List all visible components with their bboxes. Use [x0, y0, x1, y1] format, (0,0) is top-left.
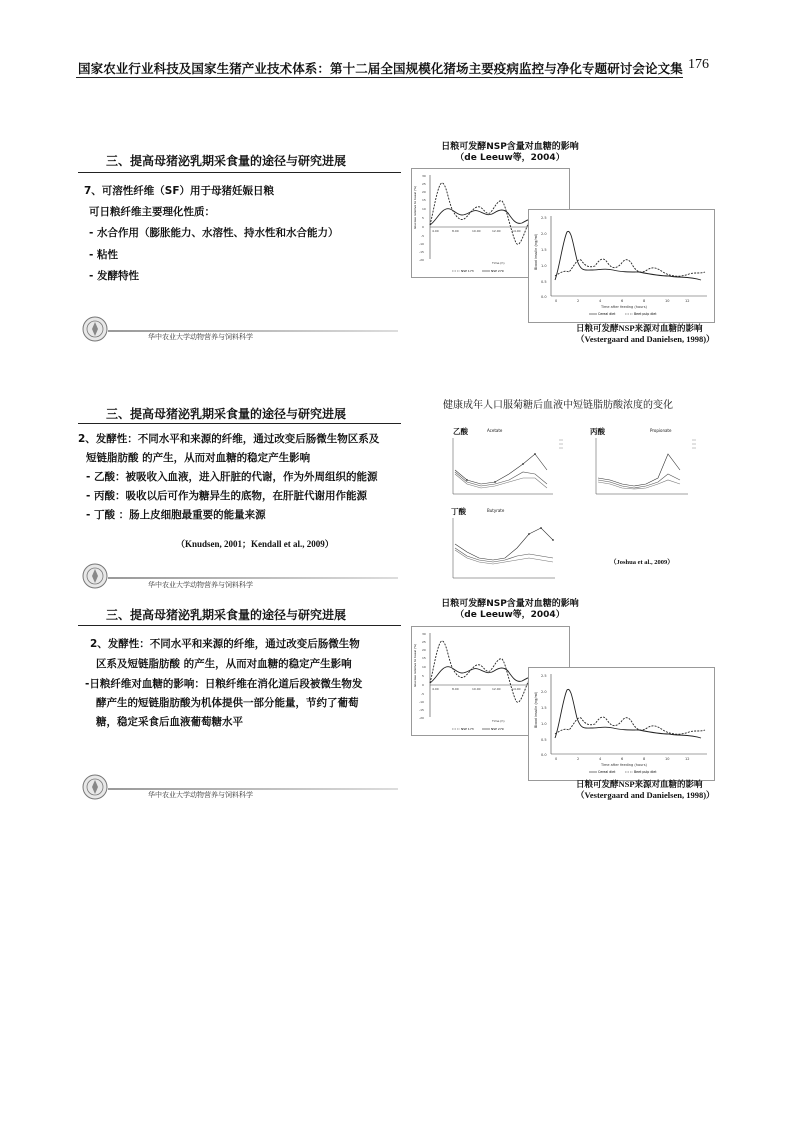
fig2-butyrate-series	[455, 528, 553, 560]
fig2-panel-label: 丙酸	[590, 427, 605, 436]
fig3-caption-top: 日粮可发酵NSP含量对血糖的影响	[441, 599, 579, 609]
slide-2-title: 三、提高母猪泌乳期采食量的途径与研究进展	[106, 407, 347, 421]
slide-2-citation: （Knudsen, 2001；Kendall et al., 2009）	[176, 539, 334, 549]
fig1-right-xtick: 6	[621, 299, 624, 303]
fig3-right-xtick: 10	[665, 757, 670, 761]
slide-1-title-rule	[78, 172, 401, 173]
fig1-left-xtick: 4.00	[432, 229, 439, 233]
fig2-acetate-series	[455, 474, 547, 488]
fig3-left-xtick: 14.00	[512, 687, 521, 691]
fig2-citation: （Joshua et al., 2009）	[610, 559, 674, 566]
fig2-propionate-series	[598, 454, 680, 486]
fig1-right-ytick: 2.5	[541, 216, 547, 220]
fig1-caption-bottom-cite: （Vestergaard and Danielsen, 1998)）	[576, 334, 715, 344]
fig3-left-ytick: 10	[422, 665, 426, 669]
fig2-panel-acetate	[443, 424, 583, 502]
slide-2-line: - 乙酸：被吸收入血液，进入肝脏的代谢，作为外周组织的能源	[86, 471, 378, 483]
slide-3-line: 糖，稳定采食后血液葡萄糖水平	[96, 716, 243, 728]
fig3-left-ytick: 30	[422, 632, 426, 636]
fig3-right-legend: Beet pulp diet	[634, 770, 657, 774]
fig1-left-ytick: -20	[419, 258, 424, 262]
fig1-left-ytick: 30	[422, 174, 426, 178]
page-number: 176	[688, 57, 709, 72]
fig3-left-ytick: 5	[422, 674, 424, 678]
fig1-right-ylabel: Blood insulin (ng/ml)	[534, 233, 538, 270]
fig2-heading: 健康成年人口服菊糖后血液中短链脂肪酸浓度的变化	[443, 400, 673, 411]
fig1-right-ytick: 2.0	[541, 232, 547, 236]
fig1-left-series-nsp173	[430, 183, 530, 244]
fig3-left-legend: NSP 279	[491, 727, 504, 731]
fig3-right-xtick: 6	[621, 757, 624, 761]
fig3-right-chart	[528, 667, 715, 781]
fig2-butyrate-series	[455, 548, 553, 562]
fig3-left-series-nsp173	[430, 641, 530, 702]
fig1-right-ytick: 1.0	[541, 264, 547, 268]
slide-1-line: 7、可溶性纤维（SF）用于母猪妊娠日粮	[84, 185, 275, 197]
fig3-left-xlabel: Time (h)	[492, 719, 505, 723]
fig1-left-ylabel: Glucose relative to basal (%)	[413, 185, 417, 229]
fig1-right-chart	[528, 209, 715, 323]
fig2-acetate-series	[455, 472, 547, 486]
fig1-left-xtick: 8.00	[452, 229, 459, 233]
fig3-caption-top-cite: （de Leeuw等，2004）	[455, 610, 565, 620]
fig1-left-xtick: 12.00	[492, 229, 501, 233]
fig3-right-ytick: 0.5	[541, 738, 547, 742]
fig3-right-legend: Cereal diet	[598, 770, 616, 774]
fig1-right-xlabel: Time after feeding (hours)	[601, 305, 647, 309]
slide-1-footer: 华中农业大学动物营养与饲料科学	[148, 333, 253, 341]
slide-3-line: 2、发酵性：不同水平和来源的纤维，通过改变后肠微生物	[90, 638, 360, 650]
fig3-right-xtick: 0	[555, 757, 558, 761]
fig3-left-xtick: 8.00	[452, 687, 459, 691]
fig1-left-xtick: 14.00	[512, 229, 521, 233]
slide-2-title-rule	[78, 423, 401, 424]
fig3-right-xtick: 4	[599, 757, 602, 761]
slide-1-line: 可日粮纤维主要理化性质：	[89, 206, 215, 218]
slide-2-footer: 华中农业大学动物营养与饲料科学	[148, 581, 253, 589]
fig3-left-xtick: 12.00	[492, 687, 501, 691]
fig2-propionate-series	[598, 474, 680, 488]
fig2-panel-sublabel: Butyrate	[487, 508, 505, 513]
fig3-left-ytick: -15	[419, 708, 424, 712]
fig3-left-ytick: 25	[422, 640, 426, 644]
fig2-panel-sublabel: Propionate	[650, 428, 672, 433]
running-header: 国家农业行业科技及国家生猪产业技术体系：第十二届全国规模化猪场主要疫病监控与净化专题研讨会论文集	[78, 61, 683, 76]
fig3-left-ylabel: Glucose relative to basal (%)	[413, 643, 417, 687]
fig1-right-xtick: 2	[577, 299, 580, 303]
fig3-right-xtick: 2	[577, 757, 580, 761]
slide-2-line: 2、发酵性：不同水平和来源的纤维，通过改变后肠微生物区系及	[78, 433, 380, 445]
slide-2-footer-bar	[108, 577, 398, 579]
fig1-right-xtick: 10	[665, 299, 670, 303]
fig1-caption-top: 日粮可发酵NSP含量对血糖的影响	[441, 142, 579, 152]
fig1-left-ytick: 5	[422, 216, 424, 220]
fig3-right-ylabel: Blood insulin (ng/ml)	[534, 691, 538, 728]
slide-3-title-rule	[78, 625, 401, 626]
fig3-left-ytick: 15	[422, 656, 426, 660]
fig3-caption-bottom: 日粮可发酵NSP来源对血糖的影响	[576, 779, 703, 789]
fig1-left-ytick: 20	[422, 190, 426, 194]
fig3-right-series-cereal	[555, 689, 701, 738]
fig2-panel-butyrate	[443, 504, 568, 584]
fig1-right-ytick: 1.5	[541, 248, 547, 252]
fig1-left-ytick: 10	[422, 207, 426, 211]
fig1-left-ytick: -10	[419, 242, 424, 246]
fig3-caption-bottom-cite: （Vestergaard and Danielsen, 1998)）	[576, 790, 715, 800]
fig3-right-ytick: 0.0	[541, 753, 547, 757]
fig3-left-ytick: 20	[422, 648, 426, 652]
slide-1-line: - 发酵特性	[89, 270, 140, 282]
fig3-left-ytick: -20	[419, 716, 424, 720]
fig1-right-legend: Beet pulp diet	[634, 312, 657, 316]
fig3-left-xtick: 4.00	[432, 687, 439, 691]
slide-3-line: -日粮纤维对血糖的影响：日粮纤维在消化道后段被微生物发	[85, 678, 363, 690]
fig1-left-ytick: 15	[422, 198, 426, 202]
fig1-caption-bottom: 日粮可发酵NSP来源对血糖的影响	[576, 323, 703, 333]
fig3-left-xtick: 10.00	[472, 687, 481, 691]
fig3-left-legend: NSP 173	[461, 727, 474, 731]
fig1-left-ytick: -5	[421, 234, 424, 238]
fig1-right-legend: Cereal diet	[598, 312, 616, 316]
university-logo-icon	[82, 316, 108, 342]
header-rule	[76, 77, 683, 78]
fig1-left-xlabel: Time (h)	[492, 261, 505, 265]
fig1-left-ytick: 0	[422, 225, 424, 229]
fig3-left-ytick: 0	[422, 683, 424, 687]
fig1-right-xtick: 12	[685, 299, 690, 303]
fig3-right-ytick: 1.0	[541, 722, 547, 726]
fig3-right-ytick: 1.5	[541, 706, 547, 710]
fig3-left-series-nsp279	[430, 667, 532, 683]
slide-2-line: - 丁酸 ：肠上皮细胞最重要的能量来源	[86, 509, 266, 521]
slide-3-line: 酵产生的短链脂肪酸为机体提供一部分能量，节约了葡萄	[96, 697, 359, 709]
fig1-right-xtick: 4	[599, 299, 602, 303]
university-logo-icon	[82, 563, 108, 589]
slide-3-footer: 华中农业大学动物营养与饲料科学	[148, 791, 253, 799]
fig3-right-ytick: 2.5	[541, 674, 547, 678]
slide-2-line: - 丙酸：吸收以后可作为糖异生的底物，在肝脏代谢用作能源	[86, 490, 368, 502]
fig3-left-ytick: -10	[419, 700, 424, 704]
slide-3-title: 三、提高母猪泌乳期采食量的途径与研究进展	[106, 608, 347, 622]
fig2-panel-label: 乙酸	[453, 427, 468, 436]
slide-1-title: 三、提高母猪泌乳期采食量的途径与研究进展	[106, 154, 347, 168]
slide-1-line: - 水合作用（膨胀能力、水溶性、持水性和水合能力）	[89, 227, 339, 239]
fig2-acetate-series	[455, 454, 547, 484]
fig1-left-series-nsp279	[430, 209, 532, 225]
fig1-left-legend: NSP 173	[461, 269, 474, 273]
fig1-right-ytick: 0.0	[541, 295, 547, 299]
fig1-right-series-cereal	[555, 231, 701, 280]
fig1-left-ytick: -15	[419, 250, 424, 254]
fig1-caption-top-cite: （de Leeuw等，2004）	[455, 153, 565, 163]
fig3-right-xlabel: Time after feeding (hours)	[601, 763, 647, 767]
slide-1-line: - 粘性	[89, 249, 119, 261]
fig2-panel-propionate	[588, 424, 713, 502]
university-logo-icon	[82, 774, 108, 800]
fig2-panel-sublabel: Acetate	[487, 428, 503, 433]
fig1-left-legend: NSP 279	[491, 269, 504, 273]
fig3-left-ytick: -5	[421, 692, 424, 696]
fig3-right-xtick: 12	[685, 757, 690, 761]
fig1-right-xtick: 0	[555, 299, 558, 303]
fig3-right-xtick: 8	[643, 757, 646, 761]
fig2-propionate-series	[598, 480, 680, 489]
fig1-right-ytick: 0.5	[541, 280, 547, 284]
fig1-right-xtick: 8	[643, 299, 646, 303]
fig1-left-ytick: 25	[422, 182, 426, 186]
fig2-panel-label: 丁酸	[451, 507, 466, 516]
slide-3-line: 区系及短链脂肪酸 的产生，从而对血糖的稳定产生影响	[96, 658, 352, 670]
fig3-right-ytick: 2.0	[541, 690, 547, 694]
fig1-left-xtick: 10.00	[472, 229, 481, 233]
slide-2-line: 短链脂肪酸 的产生，从而对血糖的稳定产生影响	[86, 452, 311, 464]
